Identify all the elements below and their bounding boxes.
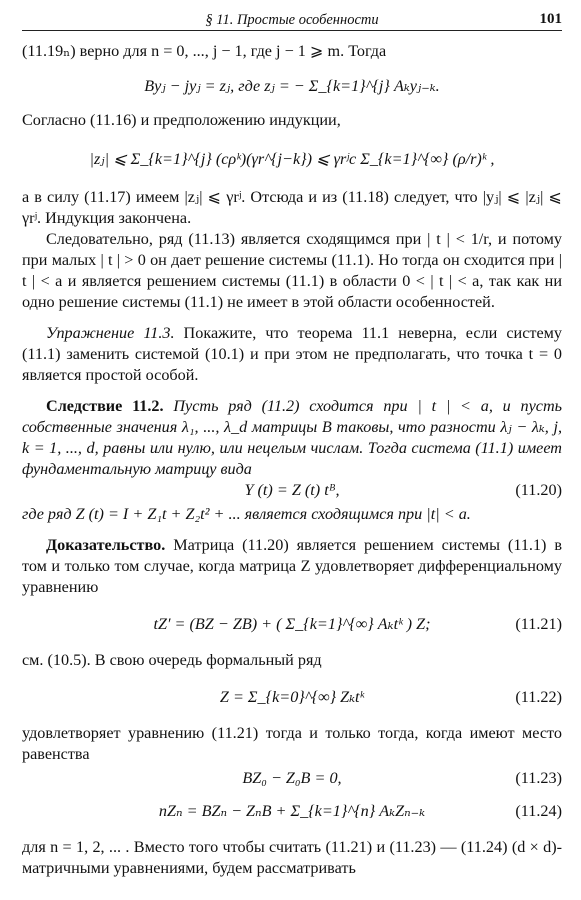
text-line: см. (10.5). В свою очередь формальный ряд — [22, 651, 322, 669]
proof-text: Матрица (11.20) является решением системы (11.1) в том и только том случае, когда матрица Z удовлетворяет дифференциальному уравнению — [22, 536, 562, 596]
equation-body: Y (t) = Z (t) tᴮ, — [244, 481, 340, 499]
equation-number: (11.20) — [515, 481, 562, 499]
equation-number: (11.22) — [515, 688, 562, 706]
equation-by-j: Byⱼ − jyⱼ = zⱼ, где zⱼ = − Σ_{k=1}^{j} Aₖyⱼ₋ₖ. — [144, 77, 440, 95]
exercise-paragraph — [22, 323, 562, 386]
equation-zj-estimate: |zⱼ| ⩽ Σ_{k=1}^{j} (cρᵏ)(γr^{j−k}) ⩽ γrʲc Σ_{k=1}^{∞} (ρ/r)ᵏ , — [89, 150, 495, 168]
text-line: удовлетворяет уравнению (11.21) тогда и только тогда, когда имеют место равенства — [22, 724, 562, 763]
proof-label: Доказательство. — [46, 536, 166, 554]
equation-number: (11.21) — [515, 615, 562, 633]
corollary-paragraph — [22, 396, 562, 480]
exercise-label: Упражнение 11.3. — [46, 324, 175, 342]
text-line: для n = 1, 2, ... . Вместо того чтобы считать (11.21) и (11.23) — (11.24) (d × d)-матричными уравнениями, будем рассматривать — [22, 838, 562, 877]
paragraph-induction: а в силу (11.17) имеем |zⱼ| ⩽ γrʲ. Отсюда и из (11.18) следует, что |yⱼ| ⩽ |zⱼ| ⩽ γrʲ. Индукция закончена. — [22, 188, 562, 227]
corollary-text: Пусть ряд (11.2) сходится при | t | < a, и пусть собственные значения λ₁, ..., λ_d матрицы B таковы, что разности λⱼ − λₖ, j, k = 1, ..., d, равны или нулю, или нецелым числам. Тогда система (11.1) имеет фундаментальную матрицу вида — [22, 397, 562, 478]
equation-body: tZ′ = (BZ − ZB) + ( Σ_{k=1}^{∞} Aₖtᵏ ) Z; — [153, 615, 431, 633]
equation-11-23 — [22, 765, 562, 791]
running-header — [22, 8, 562, 31]
text-line: (11.19ₙ) верно для n = 0, ..., j − 1, где j − 1 ⩾ m. Тогда — [22, 42, 387, 60]
equation-number: (11.23) — [515, 769, 562, 787]
corollary-label: Следствие 11.2. — [46, 397, 164, 415]
equation-number: (11.24) — [515, 802, 562, 820]
paragraph-convergence: Следовательно, ряд (11.13) является сходящимся при | t | < 1/r, и потому при малых | t | > 0 он дает решение системы (11.1). Но тогда он сходится при | t | < a и является решением системы (11.1) в области 0 < | t | < a, так как ни одно решение системы (11.1) не имеет в этой области особенностей. — [22, 230, 562, 311]
page-number: 101 — [539, 11, 562, 27]
equation-11-22 — [22, 677, 562, 717]
equation-11-24 — [22, 791, 562, 831]
equation-body: BZ₀ − Z₀B = 0, — [242, 769, 342, 787]
text-line: Согласно (11.16) и предположению индукции, — [22, 111, 341, 129]
equation-11-21 — [22, 604, 562, 644]
text-line: где ряд Z (t) = I + Z₁t + Z₂t² + ... является сходящимся при |t| < a. — [22, 505, 471, 523]
equation-body: Z = Σ_{k=0}^{∞} Zₖtᵏ — [219, 688, 365, 706]
proof-paragraph — [22, 535, 562, 598]
section-title: § 11. Простые особенности — [205, 12, 379, 28]
equation-body: nZₙ = BZₙ − ZₙB + Σ_{k=1}^{n} AₖZₙ₋ₖ — [158, 802, 426, 820]
book-page — [22, 8, 562, 879]
equation-11-20 — [22, 480, 562, 504]
exercise-text: Покажите, что теорема 11.1 неверна, если систему (11.1) заменить системой (10.1) и при этом не предполагать, что точка t = 0 является простой особой. — [22, 324, 562, 384]
